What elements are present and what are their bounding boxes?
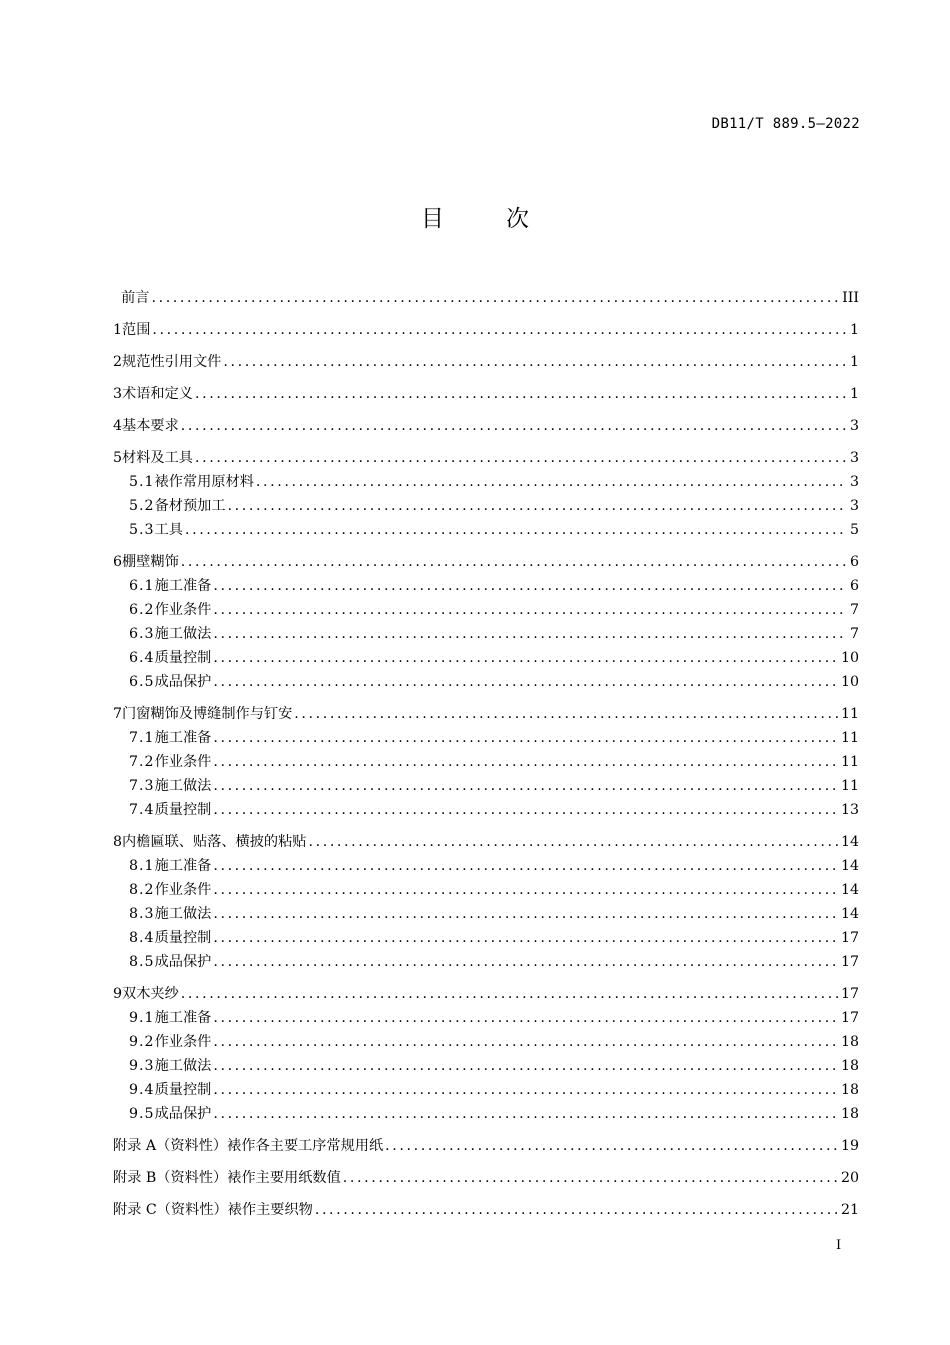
- toc-entry-page: 14: [840, 858, 859, 874]
- toc-entry-page: 18: [840, 1058, 859, 1074]
- toc-entry-title: 前言: [121, 290, 150, 306]
- toc-entry[interactable]: [113, 926, 859, 950]
- toc-entry-title: 成品保护: [154, 954, 212, 970]
- title-char-1: 目: [421, 206, 444, 232]
- toc-entry-number: 6: [113, 554, 123, 570]
- toc-entry[interactable]: [113, 726, 859, 750]
- toc-entry-title: 施工准备: [154, 858, 212, 874]
- toc-entry[interactable]: [113, 1054, 859, 1078]
- toc-entry[interactable]: [113, 982, 859, 1006]
- toc-entry[interactable]: [113, 1078, 859, 1102]
- toc-entry-number: 8.5: [129, 954, 155, 970]
- toc-entry-title: 规范性引用文件: [122, 354, 222, 370]
- toc-entry[interactable]: [113, 1030, 859, 1054]
- toc-entry-title: 材料及工具: [122, 450, 193, 466]
- toc-entry-number: 6.3: [129, 626, 155, 642]
- toc-entry-number: 9.4: [129, 1082, 155, 1098]
- toc-entry[interactable]: [113, 446, 859, 470]
- toc-entry-title: 术语和定义: [122, 386, 193, 402]
- toc-entry-number: 9.3: [129, 1058, 155, 1074]
- toc-entry-title: 质量控制: [154, 930, 212, 946]
- toc-entry-page: 7: [849, 602, 859, 618]
- toc-entry-page: 10: [840, 650, 859, 666]
- toc-entry-title: 作业条件: [154, 882, 212, 898]
- toc-entry-page: 7: [849, 626, 859, 642]
- toc-entry-number: 附录 C（资料性）: [113, 1202, 228, 1218]
- dot-leader: [213, 726, 838, 750]
- toc-entry-number: 5.2: [129, 498, 155, 514]
- dot-leader: [185, 518, 846, 542]
- toc-entry-number: 8.2: [129, 882, 155, 898]
- toc-entry-number: 附录 A（资料性）: [113, 1138, 228, 1154]
- toc-entry[interactable]: [113, 902, 859, 926]
- dot-leader: [213, 598, 846, 622]
- dot-leader: [343, 1166, 838, 1190]
- toc-entry-number: 9.5: [129, 1106, 155, 1122]
- toc-entry[interactable]: [113, 382, 859, 406]
- toc-entry[interactable]: [113, 646, 859, 670]
- toc-entry-title: 质量控制: [154, 1082, 212, 1098]
- toc-entry-title: 质量控制: [154, 650, 212, 666]
- toc-entry-page: 11: [840, 730, 859, 746]
- toc-entry-number: 4: [113, 418, 123, 434]
- dot-leader: [213, 1006, 838, 1030]
- toc-entry-number: 6.4: [129, 650, 155, 666]
- toc-entry-page: 11: [840, 706, 859, 722]
- dot-leader: [213, 622, 846, 646]
- toc-entry-page: 17: [840, 986, 859, 1002]
- dot-leader: [213, 646, 838, 670]
- dot-leader: [228, 494, 846, 518]
- toc-entry[interactable]: [113, 1166, 859, 1190]
- dot-leader: [181, 414, 846, 438]
- dot-leader: [213, 574, 846, 598]
- dot-leader: [213, 750, 838, 774]
- dot-leader: [256, 470, 846, 494]
- toc-entry-number: 7.3: [129, 778, 155, 794]
- page-number: I: [836, 1238, 842, 1253]
- dot-leader: [213, 1102, 838, 1126]
- dot-leader: [213, 926, 838, 950]
- toc-entry-title: 裱作各主要工序常规用纸: [227, 1138, 384, 1154]
- dot-leader: [213, 1030, 838, 1054]
- title-char-2: 次: [506, 206, 529, 232]
- toc-entry-page: 18: [840, 1034, 859, 1050]
- toc-entry-page: 17: [840, 930, 859, 946]
- toc-entry[interactable]: [113, 774, 859, 798]
- dot-leader: [181, 550, 846, 574]
- toc-entry-page: 10: [840, 674, 859, 690]
- toc-entry-title: 作业条件: [154, 1034, 212, 1050]
- toc-entry-number: 5.1: [129, 474, 155, 490]
- toc-entry[interactable]: [113, 1006, 859, 1030]
- toc-entry-number: 5.3: [129, 522, 155, 538]
- toc-entry-number: 6.5: [129, 674, 155, 690]
- dot-leader: [213, 854, 838, 878]
- dot-leader: [308, 830, 837, 854]
- toc-entry-page: 14: [840, 882, 859, 898]
- toc-entry-page: 14: [840, 834, 859, 850]
- toc-entry-number: 8.1: [129, 858, 155, 874]
- toc-entry-page: 21: [840, 1202, 859, 1218]
- toc-entry[interactable]: [113, 350, 859, 374]
- toc-entry-page: 3: [849, 450, 859, 466]
- toc-entry[interactable]: [113, 950, 859, 974]
- table-of-contents: [113, 286, 859, 1222]
- toc-entry-title: 基本要求: [122, 418, 179, 434]
- toc-entry[interactable]: [113, 622, 859, 646]
- toc-entry[interactable]: [113, 286, 859, 310]
- toc-entry-title: 质量控制: [154, 802, 212, 818]
- toc-entry-title: 施工准备: [154, 730, 212, 746]
- toc-entry-title: 施工准备: [154, 578, 212, 594]
- toc-entry[interactable]: [113, 470, 859, 494]
- toc-entry-title: 裱作常用原材料: [154, 474, 254, 490]
- toc-entry-title: 裱作主要用纸数值: [227, 1170, 341, 1186]
- dot-leader: [195, 446, 846, 470]
- toc-entry-number: 5: [113, 450, 123, 466]
- toc-entry-page: 19: [840, 1138, 859, 1154]
- toc-entry-title: 施工准备: [154, 1010, 212, 1026]
- toc-entry-number: 附录 B（资料性）: [113, 1170, 228, 1186]
- dot-leader: [152, 318, 846, 342]
- toc-entry-page: III: [842, 290, 859, 306]
- dot-leader: [385, 1134, 838, 1158]
- toc-entry-number: 6.2: [129, 602, 155, 618]
- dot-leader: [213, 950, 838, 974]
- toc-entry-page: 3: [849, 474, 859, 490]
- toc-entry-title: 成品保护: [154, 1106, 212, 1122]
- dot-leader: [213, 902, 838, 926]
- toc-entry[interactable]: [113, 318, 859, 342]
- toc-entry-page: 1: [849, 354, 859, 370]
- toc-entry[interactable]: [113, 702, 859, 726]
- toc-entry-page: 5: [849, 522, 859, 538]
- toc-entry-number: 7.2: [129, 754, 155, 770]
- toc-entry-number: 7.1: [129, 730, 155, 746]
- toc-entry[interactable]: [113, 670, 859, 694]
- toc-entry-title: 作业条件: [154, 602, 212, 618]
- toc-entry-number: 7.4: [129, 802, 155, 818]
- toc-entry-page: 6: [849, 578, 859, 594]
- dot-leader: [213, 774, 838, 798]
- toc-entry[interactable]: [113, 598, 859, 622]
- toc-entry-title: 作业条件: [154, 754, 212, 770]
- toc-entry-page: 1: [849, 386, 859, 402]
- dot-leader: [151, 286, 839, 310]
- toc-entry-title: 棚壁糊饰: [122, 554, 179, 570]
- toc-entry[interactable]: [113, 830, 859, 854]
- dot-leader: [213, 798, 838, 822]
- toc-entry-number: 8.4: [129, 930, 155, 946]
- dot-leader: [294, 702, 838, 726]
- toc-entry-number: 9.2: [129, 1034, 155, 1050]
- toc-entry-number: 8: [113, 834, 123, 850]
- dot-leader: [195, 382, 846, 406]
- toc-entry-page: 1: [849, 322, 859, 338]
- toc-entry[interactable]: [113, 518, 859, 542]
- toc-entry[interactable]: [113, 550, 859, 574]
- dot-leader: [223, 350, 846, 374]
- toc-entry-title: 施工做法: [154, 778, 212, 794]
- dot-leader: [213, 1078, 838, 1102]
- toc-entry-number: 9: [113, 986, 123, 1002]
- toc-entry[interactable]: [113, 854, 859, 878]
- toc-entry-title: 范围: [122, 322, 151, 338]
- toc-entry-title: 成品保护: [154, 674, 212, 690]
- toc-entry-title: 施工做法: [154, 906, 212, 922]
- toc-entry[interactable]: [113, 878, 859, 902]
- dot-leader: [213, 670, 838, 694]
- dot-leader: [213, 1054, 838, 1078]
- toc-entry-number: 2: [113, 354, 123, 370]
- toc-entry-page: 17: [840, 954, 859, 970]
- dot-leader: [181, 982, 838, 1006]
- toc-entry-number: 3: [113, 386, 123, 402]
- toc-entry-number: 9.1: [129, 1010, 155, 1026]
- toc-entry-page: 18: [840, 1082, 859, 1098]
- toc-entry[interactable]: [113, 1198, 859, 1222]
- toc-entry-page: 3: [849, 498, 859, 514]
- toc-entry-title: 备材预加工: [154, 498, 226, 514]
- toc-entry-page: 14: [840, 906, 859, 922]
- toc-entry-title: 双木夹纱: [122, 986, 179, 1002]
- page-title: [0, 200, 950, 233]
- dot-leader: [213, 878, 838, 902]
- toc-entry-page: 13: [840, 802, 859, 818]
- toc-entry-page: 20: [840, 1170, 859, 1186]
- toc-entry[interactable]: [113, 1102, 859, 1126]
- toc-entry-number: 6.1: [129, 578, 155, 594]
- toc-entry-title: 内檐匾联、贴落、横披的粘贴: [122, 834, 307, 850]
- toc-entry[interactable]: [113, 798, 859, 822]
- toc-entry-page: 11: [840, 778, 859, 794]
- toc-entry[interactable]: [113, 1134, 859, 1158]
- toc-entry-number: 8.3: [129, 906, 155, 922]
- toc-entry-title: 工具: [154, 522, 183, 538]
- toc-entry[interactable]: [113, 414, 859, 438]
- dot-leader: [315, 1198, 838, 1222]
- toc-entry-title: 施工做法: [154, 626, 212, 642]
- toc-entry-page: 18: [840, 1106, 859, 1122]
- toc-entry-title: 裱作主要织物: [227, 1202, 313, 1218]
- toc-entry[interactable]: [113, 574, 859, 598]
- toc-entry-page: 17: [840, 1010, 859, 1026]
- toc-entry-page: 6: [849, 554, 859, 570]
- toc-entry-title: 门窗糊饰及博缝制作与钉安: [122, 706, 293, 722]
- toc-entry-number: 7: [113, 706, 123, 722]
- toc-entry[interactable]: [113, 494, 859, 518]
- toc-entry-page: 11: [840, 754, 859, 770]
- toc-entry[interactable]: [113, 750, 859, 774]
- toc-entry-number: 1: [113, 322, 123, 338]
- toc-entry-title: 施工做法: [154, 1058, 212, 1074]
- standard-code: DB11/T 889.5—2022: [711, 116, 860, 132]
- toc-entry-page: 3: [849, 418, 859, 434]
